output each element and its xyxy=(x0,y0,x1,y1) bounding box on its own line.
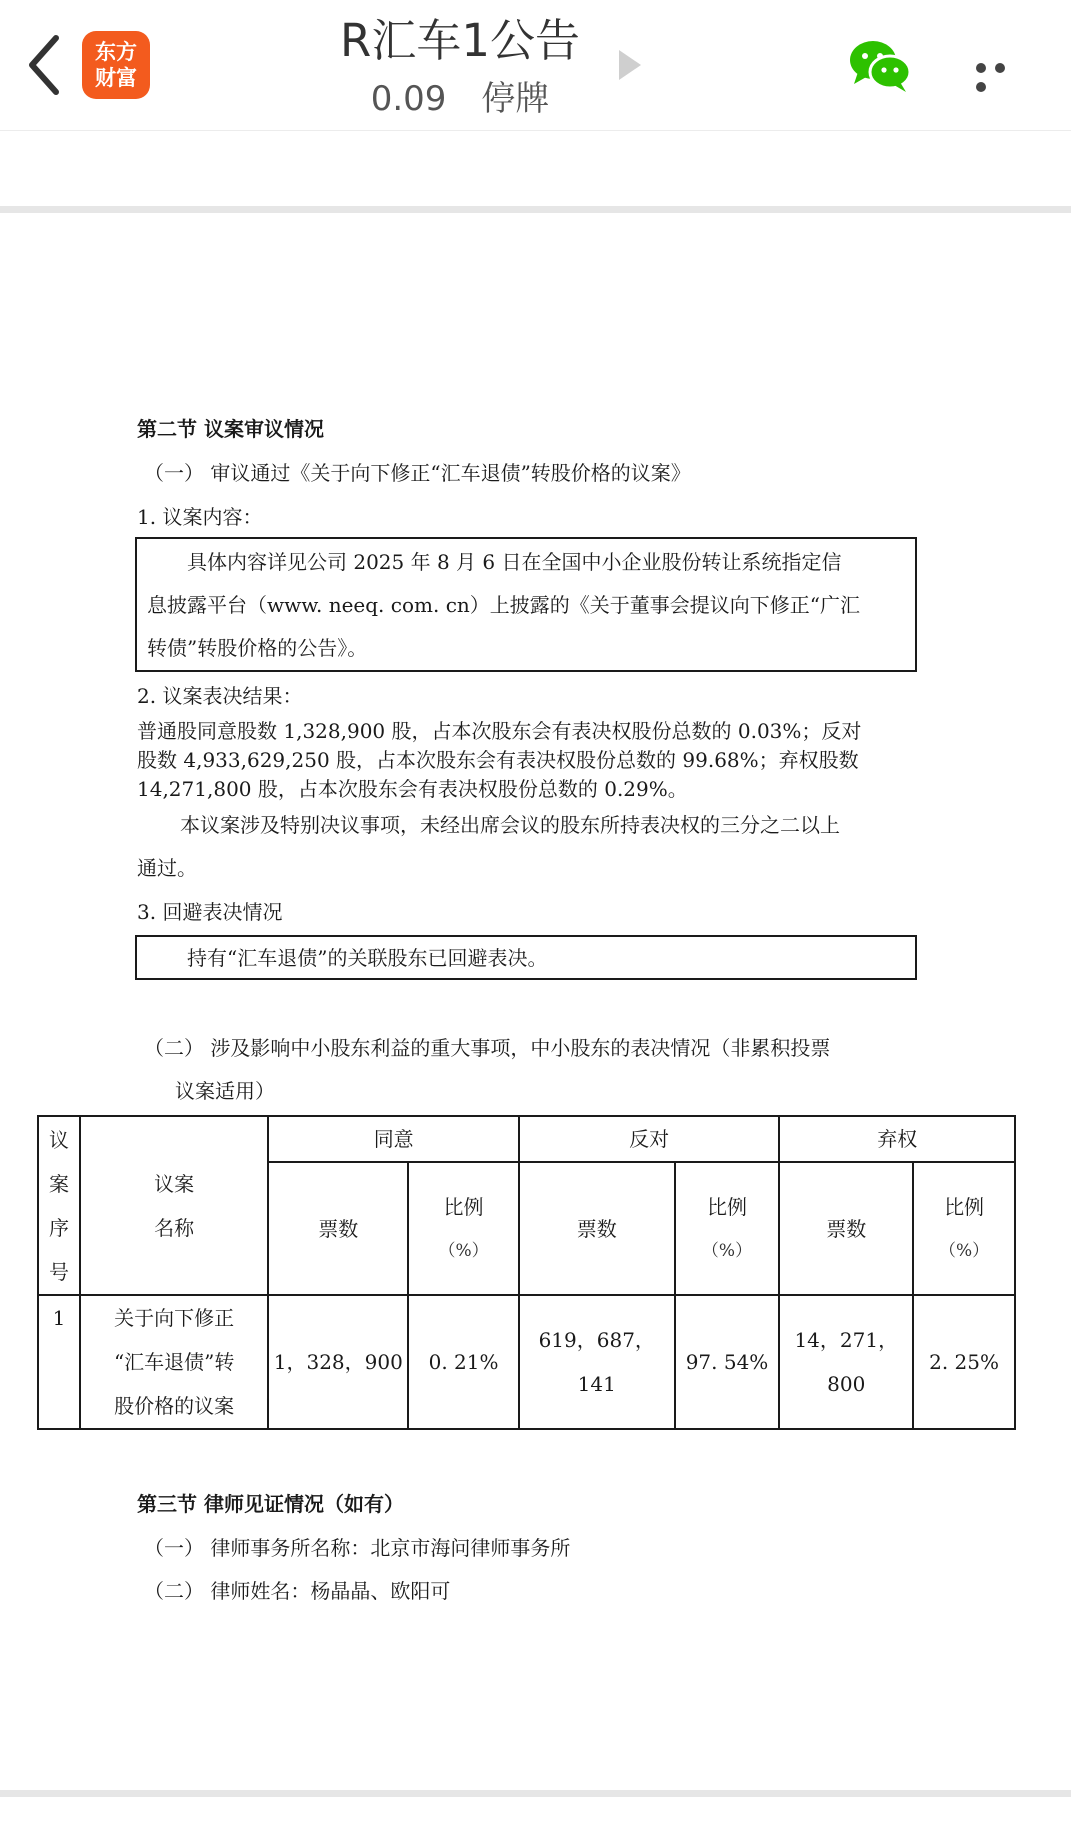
header-seq xyxy=(38,1116,80,1295)
header-name-line: 议案 xyxy=(154,1171,195,1196)
divider-bottom xyxy=(0,1790,1071,1797)
header-agree-votes: 票数 xyxy=(268,1162,408,1295)
row-name-line: “汇车退债”转 xyxy=(113,1350,235,1374)
header-abstain-ratio xyxy=(913,1162,1015,1295)
header-name xyxy=(80,1116,269,1295)
stock-title: R汇车1公告 xyxy=(340,14,580,67)
result-line-1: 普通股同意股数 1,328,900 股，占本次股东会有表决权股份总数的 0.03%；反对 xyxy=(137,719,862,743)
content-line-2: 息披露平台（www. neeq. com. cn）上披露的《关于董事会提议向下修正“广汇 xyxy=(147,593,860,617)
header-oppose: 反对 xyxy=(519,1116,779,1162)
avoid-text: 持有“汇车退债”的关联股东已回避表决。 xyxy=(187,946,548,970)
announcement-document xyxy=(0,213,1071,1790)
content-line-1: 具体内容详见公司 2025 年 8 月 6 日在全国中小企业股份转让系统指定信 xyxy=(187,550,842,574)
header-seq-char: 号 xyxy=(48,1259,69,1284)
header-name-line: 名称 xyxy=(154,1215,195,1240)
row-oppose-ratio: 97. 54% xyxy=(675,1295,780,1429)
lawyer-names: （二） 律师姓名：杨晶晶、欧阳可 xyxy=(144,1579,451,1603)
row-seq: 1 xyxy=(38,1295,80,1429)
content-line-3: 转债”转股价格的公告》。 xyxy=(147,636,368,660)
avoid-box xyxy=(135,935,917,980)
ratio-unit: （%） xyxy=(438,1240,489,1261)
header-seq-char: 序 xyxy=(48,1215,69,1240)
item2-line-1: （二） 涉及影响中小股东利益的重大事项，中小股东的表决情况（非累积投票 xyxy=(144,1036,831,1060)
section2-heading: 第二节 议案审议情况 xyxy=(137,417,324,441)
header-abstain-votes: 票数 xyxy=(779,1162,913,1295)
law-firm: （一） 律师事务所名称：北京市海问律师事务所 xyxy=(144,1536,571,1560)
back-arrow-icon[interactable] xyxy=(22,30,68,100)
vote-table xyxy=(37,1115,1016,1430)
content-label: 1. 议案内容： xyxy=(137,505,263,529)
logo-line-1: 东方 xyxy=(95,40,137,64)
wechat-share-icon[interactable] xyxy=(848,38,912,94)
ratio-label: 比例 xyxy=(944,1194,985,1219)
section3-heading: 第三节 律师见证情况（如有） xyxy=(137,1492,404,1516)
app-logo[interactable] xyxy=(82,31,150,99)
result-label: 2. 议案表决结果： xyxy=(137,684,303,708)
ratio-label: 比例 xyxy=(443,1194,484,1219)
more-options-icon[interactable] xyxy=(976,58,1032,72)
item2-line-2: 议案适用） xyxy=(175,1079,275,1103)
ratio-unit: （%） xyxy=(701,1240,753,1261)
header-agree: 同意 xyxy=(268,1116,519,1162)
row-name-line: 关于向下修正 xyxy=(114,1306,235,1330)
row-abstain-ratio: 2. 25% xyxy=(913,1295,1015,1429)
row-abstain-votes: 14，271，800 xyxy=(779,1295,913,1429)
stock-price-status xyxy=(280,74,640,124)
header-agree-ratio xyxy=(408,1162,519,1295)
header-seq-char: 议 xyxy=(48,1127,69,1152)
special-line-2: 通过。 xyxy=(137,856,197,880)
special-line-1: 本议案涉及特别决议事项，未经出席会议的股东所持表决权的三分之二以上 xyxy=(180,813,840,837)
content-box xyxy=(135,537,917,672)
row-oppose-votes: 619，687，141 xyxy=(519,1295,675,1429)
stock-title-block[interactable] xyxy=(280,12,640,124)
top-bar xyxy=(0,0,1071,131)
header-abstain: 弃权 xyxy=(779,1116,1015,1162)
stock-price: 0.09 xyxy=(370,79,447,119)
stock-status: 停牌 xyxy=(481,79,550,119)
header-oppose-votes: 票数 xyxy=(519,1162,675,1295)
row-name-line: 股价格的议案 xyxy=(114,1394,235,1418)
row-name xyxy=(80,1295,269,1429)
row-agree-votes: 1，328，900 xyxy=(268,1295,408,1429)
header-oppose-ratio xyxy=(675,1162,780,1295)
result-line-3: 14,271,800 股，占本次股东会有表决权股份总数的 0.29%。 xyxy=(137,777,688,801)
logo-line-2: 财富 xyxy=(95,66,137,90)
row-agree-ratio: 0. 21% xyxy=(408,1295,519,1429)
result-line-2: 股数 4,933,629,250 股，占本次股东会有表决权股份总数的 99.68%；弃权股数 xyxy=(137,748,859,772)
expand-arrow-icon[interactable] xyxy=(619,50,641,80)
table-row xyxy=(38,1295,1015,1429)
ratio-label: 比例 xyxy=(707,1194,747,1219)
ratio-unit: （%） xyxy=(938,1240,990,1261)
avoid-label: 3. 回避表决情况 xyxy=(137,900,283,924)
divider-top xyxy=(0,206,1071,213)
header-seq-char: 案 xyxy=(48,1171,69,1196)
item1-title: （一） 审议通过《关于向下修正“汇车退债”转股价格的议案》 xyxy=(144,461,691,485)
